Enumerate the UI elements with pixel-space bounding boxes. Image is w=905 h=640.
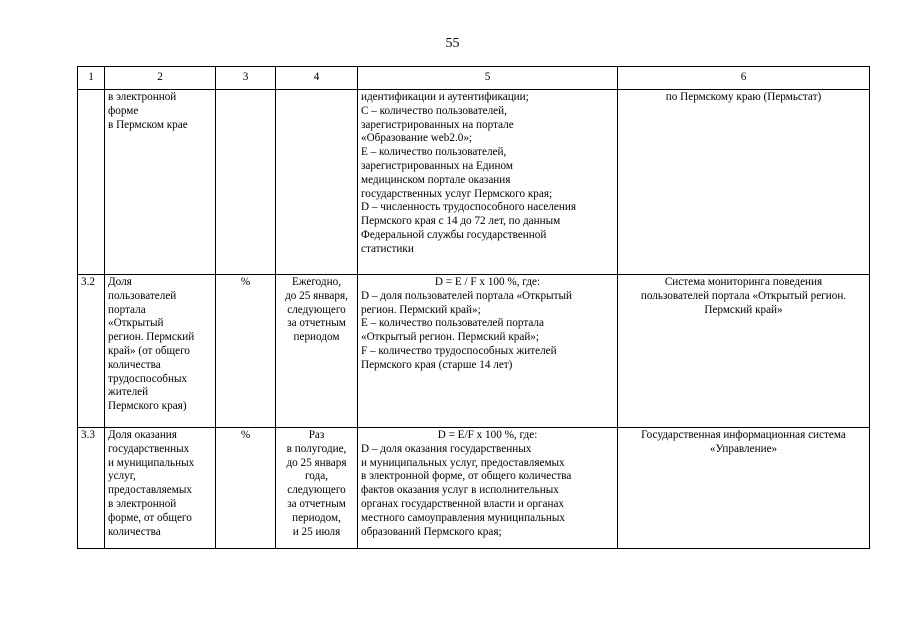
page-number: 55 (445, 36, 460, 51)
text-line: услуг, (108, 470, 136, 483)
text-line: пользователей портала «Открытый регион. (640, 289, 847, 302)
text-line: органах государственной власти и органах (361, 497, 565, 510)
formula-title: D = E/F х 100 %, где: (437, 429, 538, 441)
data-source (618, 275, 870, 428)
text-line: Раз (308, 429, 325, 441)
formula (358, 90, 618, 275)
text-line: в электронной (108, 91, 177, 103)
text-line: Е – количество пользователей портала (361, 317, 544, 330)
data-source (618, 90, 870, 275)
formula-title: D = E / F х 100 %, где: (434, 276, 541, 288)
text-line: по Пермскому краю (Пермьстат) (665, 91, 822, 103)
text-line: «Управление» (709, 442, 778, 455)
header-col-1: 1 (78, 67, 105, 90)
text-line: D – доля оказания государственных (361, 442, 532, 455)
text-line: периодом (293, 331, 340, 344)
indicators-table (77, 66, 870, 549)
text-line: в полугодие, (286, 442, 347, 455)
text-line: Федеральной службы государственной (361, 228, 547, 241)
text-line: предоставляемых (108, 484, 192, 497)
text-line: до 25 января (286, 456, 347, 469)
row-number: 3.2 (78, 275, 105, 428)
text-line: количества (108, 358, 161, 371)
text-line: зарегистрированных на портале (361, 118, 514, 131)
text-line: форме, от общего (108, 511, 192, 524)
text-line: жителей (108, 386, 149, 399)
text-line: Государственная информационная система (641, 429, 846, 441)
header-col-5: 5 (358, 67, 618, 90)
unit: % (216, 275, 276, 428)
period (276, 90, 358, 275)
text-line: в электронной (108, 497, 177, 510)
text-line: «Открытый (108, 317, 164, 330)
text-line: периодом, (292, 511, 341, 524)
text-line: до 25 января, (285, 289, 348, 302)
text-line: Пермский край» (704, 303, 783, 316)
text-line: Доля (108, 276, 132, 288)
text-line: следующего (287, 484, 346, 497)
text-line: Е – количество пользователей, (361, 146, 507, 159)
text-line: местного самоуправления муниципальных (361, 511, 565, 524)
indicator-name (105, 428, 216, 549)
text-line: пользователей (108, 289, 177, 302)
text-line: года, (304, 470, 329, 483)
formula (358, 428, 618, 549)
text-line: Пермского края с 14 до 72 лет, по данным (361, 215, 561, 228)
text-line: следующего (287, 303, 346, 316)
header-row (78, 67, 870, 90)
text-line: Ежегодно, (291, 276, 342, 288)
text-line: государственных услуг Пермского края; (361, 187, 553, 200)
text-line: портала (108, 303, 146, 316)
data-source (618, 428, 870, 549)
text-line: и 25 июля (292, 525, 341, 538)
table-row (78, 275, 870, 428)
text-line: D – доля пользователей портала «Открытый (361, 289, 572, 302)
text-line: «Открытый регион. Пермский край»; (361, 331, 540, 344)
text-line: зарегистрированных на Едином (361, 159, 513, 172)
text-line: D – численность трудоспособного населения (361, 201, 576, 214)
text-line: Пермского края (старше 14 лет) (361, 358, 513, 371)
header-col-2: 2 (105, 67, 216, 90)
text-line: регион. Пермский край»; (361, 303, 481, 316)
text-line: фактов оказания услуг в исполнительных (361, 484, 559, 497)
formula (358, 275, 618, 428)
text-line: Система мониторинга поведения (664, 276, 823, 288)
text-line: Пермского края) (108, 400, 187, 413)
unit: % (216, 428, 276, 549)
row-number (78, 90, 105, 275)
text-line: в электронной форме, от общего количества (361, 470, 572, 483)
period (276, 275, 358, 428)
text-line: государственных (108, 442, 190, 455)
text-line: за отчетным (287, 317, 346, 330)
text-line: идентификации и аутентификации; (361, 91, 529, 103)
indicator-name (105, 275, 216, 428)
table-row (78, 90, 870, 275)
text-line: количества (108, 525, 161, 538)
header-col-4: 4 (276, 67, 358, 90)
table-row (78, 428, 870, 549)
text-line: и муниципальных (108, 456, 195, 469)
text-line: форме (108, 104, 139, 117)
text-line: регион. Пермский (108, 331, 195, 344)
text-line: статистики (361, 242, 414, 255)
text-line: Доля оказания (108, 429, 177, 441)
text-line: трудоспособных (108, 372, 188, 385)
header-col-3: 3 (216, 67, 276, 90)
text-line: F – количество трудоспособных жителей (361, 344, 557, 357)
text-line: образований Пермского края; (361, 525, 502, 538)
text-line: «Образование web2.0»; (361, 132, 473, 145)
text-line: медицинском портале оказания (361, 173, 511, 186)
text-line: край» (от общего (108, 344, 190, 357)
text-line: в Пермском крае (108, 118, 188, 131)
text-line: и муниципальных услуг, предоставляемых (361, 456, 565, 469)
unit (216, 90, 276, 275)
period (276, 428, 358, 549)
row-number: 3.3 (78, 428, 105, 549)
text-line: за отчетным (287, 497, 346, 510)
header-col-6: 6 (618, 67, 870, 90)
indicator-name (105, 90, 216, 275)
text-line: С – количество пользователей, (361, 104, 507, 117)
